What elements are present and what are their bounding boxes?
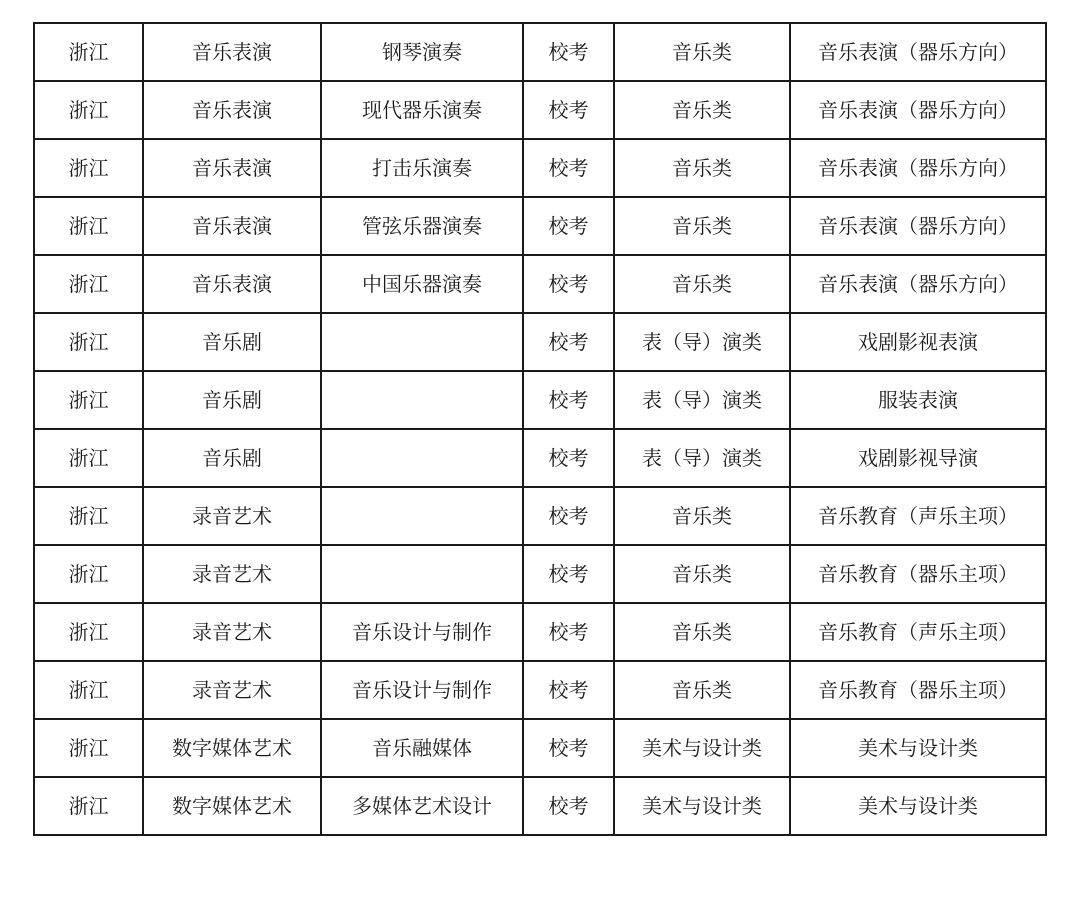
unified-exam-cell: 音乐表演（器乐方向）	[790, 23, 1046, 81]
exam-category-cell: 音乐类	[614, 545, 790, 603]
table-row	[34, 197, 1046, 255]
direction-cell: 音乐设计与制作	[321, 603, 523, 661]
unified-exam-cell: 服装表演	[790, 371, 1046, 429]
province-cell: 浙江	[34, 23, 143, 81]
province-cell: 浙江	[34, 661, 143, 719]
exam-category-cell: 音乐类	[614, 81, 790, 139]
province-cell: 浙江	[34, 719, 143, 777]
table-row	[34, 487, 1046, 545]
exam-category-cell: 音乐类	[614, 23, 790, 81]
direction-cell: 多媒体艺术设计	[321, 777, 523, 835]
direction-cell: 打击乐演奏	[321, 139, 523, 197]
unified-exam-cell: 美术与设计类	[790, 719, 1046, 777]
exam-type-cell: 校考	[523, 719, 614, 777]
direction-cell: 管弦乐器演奏	[321, 197, 523, 255]
table-row	[34, 429, 1046, 487]
exam-type-cell: 校考	[523, 23, 614, 81]
unified-exam-cell: 音乐表演（器乐方向）	[790, 255, 1046, 313]
unified-exam-cell: 音乐教育（器乐主项）	[790, 661, 1046, 719]
province-cell: 浙江	[34, 371, 143, 429]
unified-exam-cell: 音乐教育（声乐主项）	[790, 487, 1046, 545]
direction-cell	[321, 487, 523, 545]
exam-type-cell: 校考	[523, 487, 614, 545]
exam-type-cell: 校考	[523, 603, 614, 661]
table-row	[34, 719, 1046, 777]
exam-category-cell: 音乐类	[614, 255, 790, 313]
exam-type-cell: 校考	[523, 81, 614, 139]
exam-type-cell: 校考	[523, 139, 614, 197]
direction-cell: 现代器乐演奏	[321, 81, 523, 139]
unified-exam-cell: 戏剧影视导演	[790, 429, 1046, 487]
table-row	[34, 81, 1046, 139]
direction-cell	[321, 313, 523, 371]
major-cell: 录音艺术	[143, 661, 321, 719]
exam-category-cell: 美术与设计类	[614, 777, 790, 835]
exam-category-cell: 音乐类	[614, 487, 790, 545]
table-row	[34, 545, 1046, 603]
province-cell: 浙江	[34, 487, 143, 545]
major-cell: 音乐剧	[143, 313, 321, 371]
direction-cell: 音乐融媒体	[321, 719, 523, 777]
major-cell: 数字媒体艺术	[143, 719, 321, 777]
unified-exam-cell: 音乐表演（器乐方向）	[790, 139, 1046, 197]
province-cell: 浙江	[34, 603, 143, 661]
table-row	[34, 139, 1046, 197]
exam-category-cell: 美术与设计类	[614, 719, 790, 777]
direction-cell	[321, 429, 523, 487]
major-cell: 音乐表演	[143, 139, 321, 197]
major-cell: 音乐表演	[143, 23, 321, 81]
province-cell: 浙江	[34, 197, 143, 255]
exam-type-cell: 校考	[523, 313, 614, 371]
province-cell: 浙江	[34, 255, 143, 313]
table-row	[34, 255, 1046, 313]
unified-exam-cell: 戏剧影视表演	[790, 313, 1046, 371]
admissions-table	[33, 22, 1047, 836]
exam-category-cell: 音乐类	[614, 197, 790, 255]
province-cell: 浙江	[34, 313, 143, 371]
major-cell: 音乐剧	[143, 371, 321, 429]
table-row	[34, 661, 1046, 719]
unified-exam-cell: 音乐表演（器乐方向）	[790, 81, 1046, 139]
province-cell: 浙江	[34, 81, 143, 139]
exam-type-cell: 校考	[523, 429, 614, 487]
table-body	[34, 23, 1046, 835]
major-cell: 音乐剧	[143, 429, 321, 487]
major-cell: 音乐表演	[143, 255, 321, 313]
province-cell: 浙江	[34, 545, 143, 603]
exam-type-cell: 校考	[523, 197, 614, 255]
direction-cell	[321, 371, 523, 429]
major-cell: 数字媒体艺术	[143, 777, 321, 835]
province-cell: 浙江	[34, 777, 143, 835]
province-cell: 浙江	[34, 139, 143, 197]
exam-category-cell: 音乐类	[614, 661, 790, 719]
major-cell: 音乐表演	[143, 197, 321, 255]
exam-type-cell: 校考	[523, 777, 614, 835]
major-cell: 录音艺术	[143, 603, 321, 661]
admissions-table-container	[33, 22, 1045, 836]
table-row	[34, 777, 1046, 835]
unified-exam-cell: 音乐教育（声乐主项）	[790, 603, 1046, 661]
table-row	[34, 603, 1046, 661]
table-row	[34, 313, 1046, 371]
major-cell: 音乐表演	[143, 81, 321, 139]
exam-category-cell: 表（导）演类	[614, 371, 790, 429]
major-cell: 录音艺术	[143, 487, 321, 545]
unified-exam-cell: 音乐教育（器乐主项）	[790, 545, 1046, 603]
exam-category-cell: 表（导）演类	[614, 313, 790, 371]
exam-type-cell: 校考	[523, 255, 614, 313]
exam-category-cell: 音乐类	[614, 139, 790, 197]
province-cell: 浙江	[34, 429, 143, 487]
direction-cell: 钢琴演奏	[321, 23, 523, 81]
major-cell: 录音艺术	[143, 545, 321, 603]
direction-cell: 音乐设计与制作	[321, 661, 523, 719]
table-row	[34, 23, 1046, 81]
exam-type-cell: 校考	[523, 371, 614, 429]
exam-category-cell: 音乐类	[614, 603, 790, 661]
exam-type-cell: 校考	[523, 545, 614, 603]
direction-cell: 中国乐器演奏	[321, 255, 523, 313]
unified-exam-cell: 美术与设计类	[790, 777, 1046, 835]
exam-category-cell: 表（导）演类	[614, 429, 790, 487]
direction-cell	[321, 545, 523, 603]
exam-type-cell: 校考	[523, 661, 614, 719]
table-row	[34, 371, 1046, 429]
unified-exam-cell: 音乐表演（器乐方向）	[790, 197, 1046, 255]
